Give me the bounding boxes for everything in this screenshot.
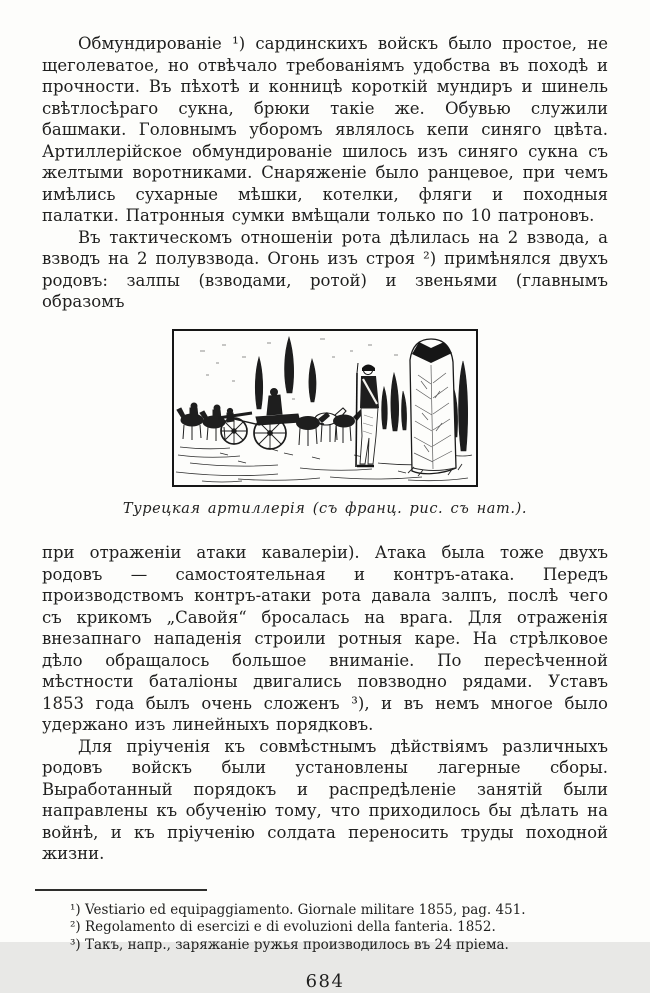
figure: [42, 329, 608, 521]
paragraph-1: Обмундированіе ¹) сардинскихъ войскъ было простое, не щеголеватое, но отвѣчало требованіямъ удобства въ походѣ и прочности. Въ пѣхотѣ и конницѣ короткій мундиръ и шинель свѣтлосѣраго сукна, брюки такіе же. Обувью служили башмаки. Головнымъ уборомъ являлось кепи синяго цвѣта. Артиллерійское обмундированіе шилось изъ синяго сукна съ желтыми воротниками. Снаряженіе было ранцевое, при чемъ имѣлись сухарные мѣшки, котелки, фляги и походныя палатки. Патронныя сумки вмѣщали только по 10 патроновъ.: [42, 34, 608, 225]
paragraph-3: при отраженіи атаки кавалеріи). Атака была тоже двухъ родовъ — самостоятельная и контръ-атака. Передъ производствомъ контръ-атаки рота давала залпъ, послѣ чего съ крикомъ „Савойя“ бросалась на врага. Для отраженія внезапнаго нападенія строили ротныя каре. На стрѣлковое дѣло обращалось большое вниманіе. По пересѣченной мѣстности баталіоны двигались повзводно рядами. Уставъ 1853 года былъ очень сложенъ ³), и въ немъ многое было удержано изъ линейныхъ порядковъ.: [42, 543, 608, 734]
figure-illustration: [172, 329, 478, 487]
figure-caption: Турецкая артиллерія (съ франц. рис. съ нат.).: [122, 500, 528, 517]
footnotes: [42, 902, 608, 955]
footnote-2: ²) Regolamento di esercizi e di evoluzioni della fanteria. 1852.: [70, 919, 496, 935]
page-number: 684: [305, 971, 345, 992]
footnote-1: ¹) Vestiario ed equipaggiamento. Giornale militare 1855, pag. 451.: [70, 901, 526, 918]
paragraph-4: Для пріученія къ совмѣстнымъ дѣйствіямъ различныхъ родовъ войскъ были установлены лагерные сборы. Выработанный порядокъ и распредѣленіе занятій были направлены къ обученію тому, что приходилось бы дѣлать на войнѣ, и къ пріученію солдата переносить труды походной жизни.: [42, 736, 608, 863]
footnote-3: ³) Такъ, напр., заряжаніе ружья производилось въ 24 пріема.: [70, 936, 509, 953]
paragraph-2: Въ тактическомъ отношеніи рота дѣлилась на 2 взвода, а взводъ на 2 полувзвода. Огонь изъ строя ²) примѣнялся двухъ родовъ: залпы (взводами, ротой) и звеньями (главнымъ образомъ: [42, 227, 608, 311]
footnote-separator: [35, 889, 207, 891]
